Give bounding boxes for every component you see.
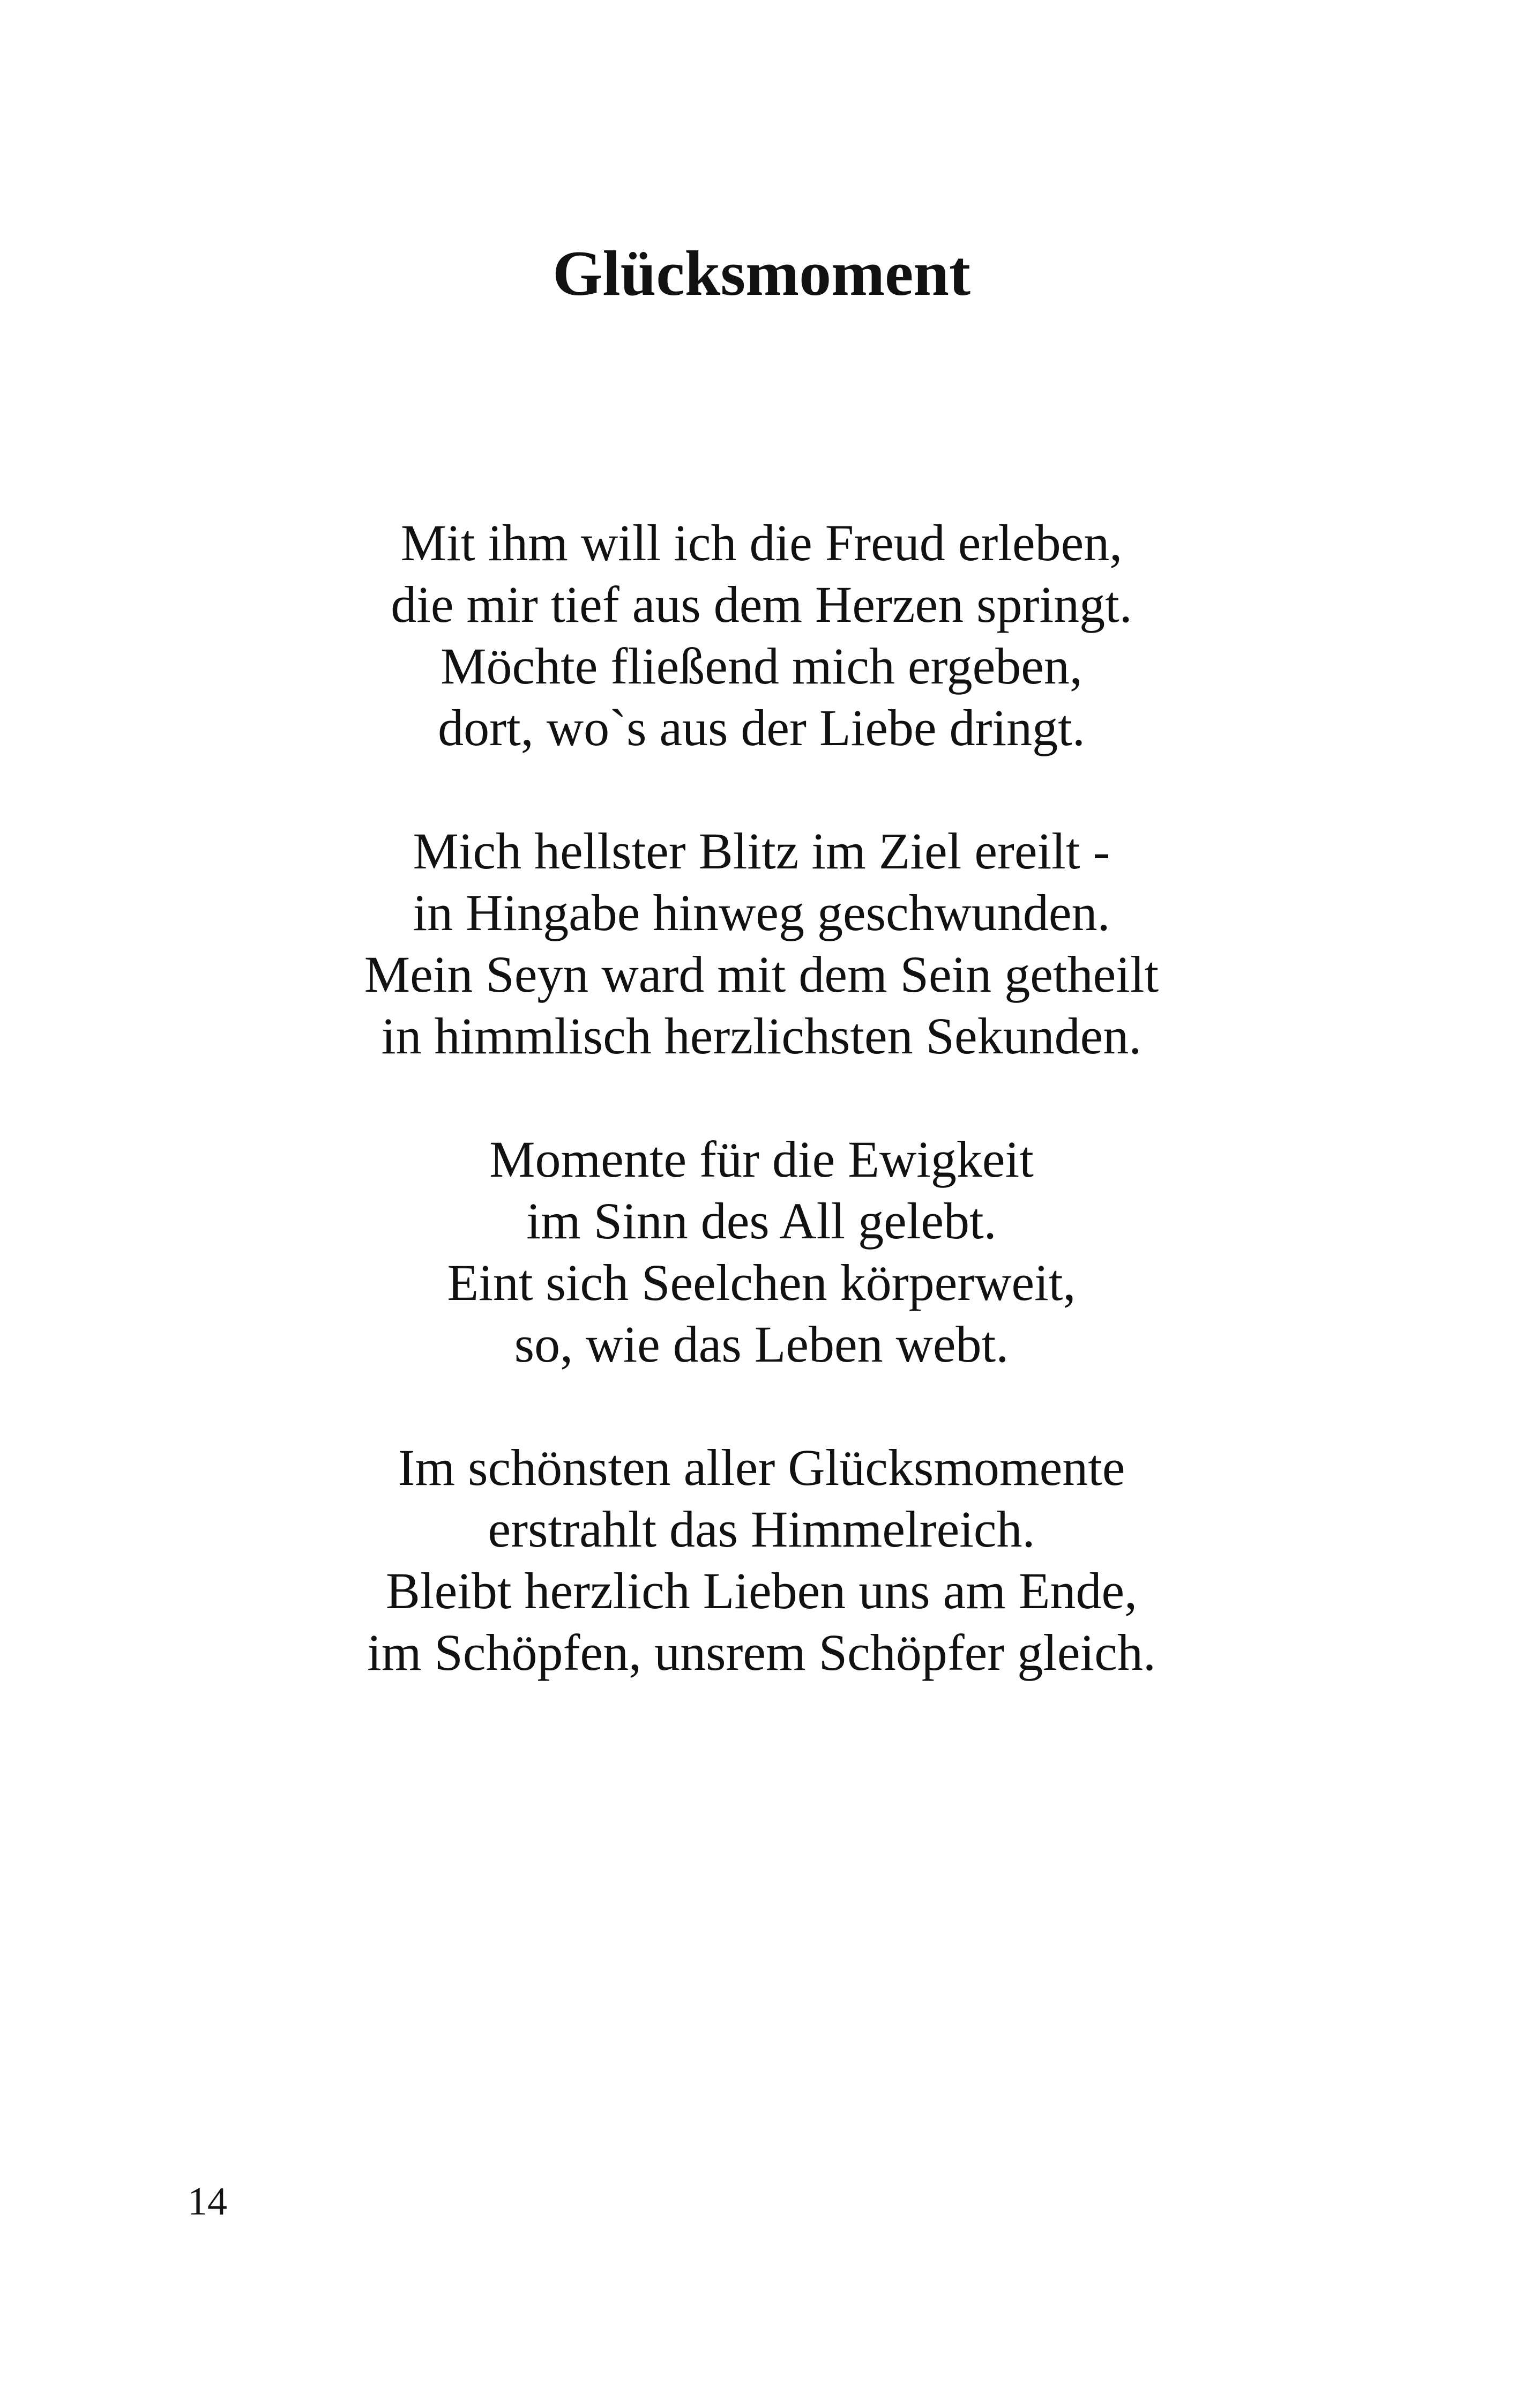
poem-line: erstrahlt das Himmelreich.: [488, 1500, 1035, 1558]
poem-title: Glücksmoment: [553, 237, 970, 309]
stanza-3: [0, 1128, 1523, 1375]
poem-line: Eint sich Seelchen körperweit,: [447, 1254, 1076, 1311]
stanza-2: [0, 820, 1523, 1067]
poem-line: Bleibt herzlich Lieben uns am Ende,: [385, 1562, 1138, 1619]
poem-line: dort, wo`s aus der Liebe dringt.: [438, 699, 1085, 756]
poem-line: in himmlisch herzlichsten Sekunden.: [381, 1007, 1142, 1065]
poem-line: Mein Seyn ward mit dem Sein getheilt: [364, 946, 1159, 1003]
poem-line: Mit ihm will ich die Freud erleben,: [400, 514, 1123, 571]
poem-line: Möchte fließend mich ergeben,: [441, 637, 1082, 695]
poem-body: [0, 512, 1523, 1683]
poem-line: im Sinn des All gelebt.: [526, 1192, 997, 1250]
poem-line: so, wie das Leben webt.: [514, 1316, 1009, 1373]
poem-line: die mir tief aus dem Herzen springt.: [391, 576, 1132, 633]
page-number: 14: [188, 2180, 227, 2224]
poem-line: Mich hellster Blitz im Ziel ereilt -: [413, 822, 1110, 880]
poem-line: im Schöpfen, unsrem Schöpfer gleich.: [367, 1624, 1156, 1681]
poem-line: Momente für die Ewigkeit: [489, 1131, 1034, 1188]
poem-line: in Hingabe hinweg geschwunden.: [413, 884, 1110, 941]
stanza-4: [0, 1437, 1523, 1683]
stanza-1: [0, 512, 1523, 759]
poem-line: Im schönsten aller Glücksmomente: [398, 1439, 1125, 1496]
